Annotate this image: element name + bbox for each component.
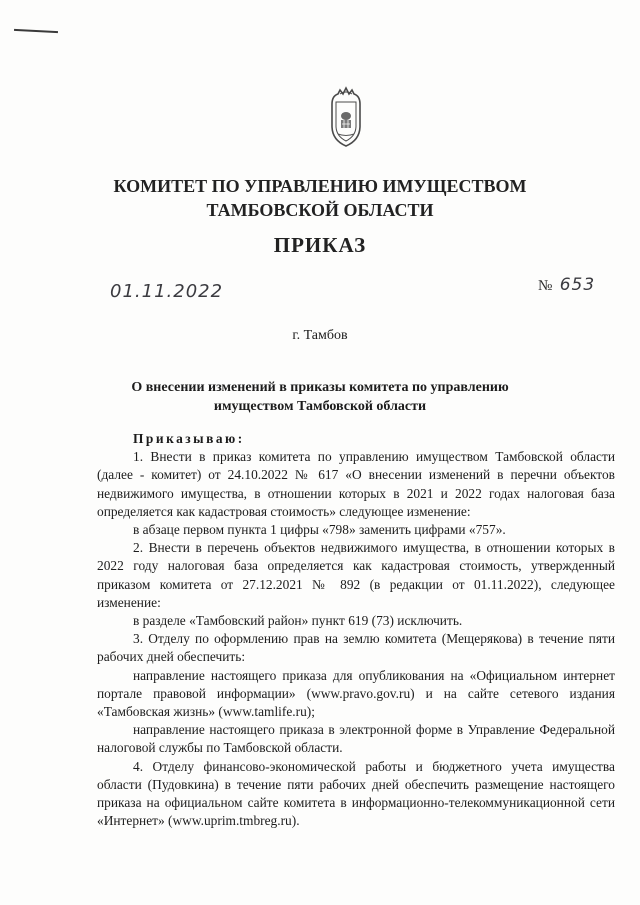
document-number-value: 653 [559,275,596,295]
organization-title-line2: ТАМБОВСКОЙ ОБЛАСТИ [206,200,434,220]
body-paragraph: направление настоящего приказа в электронной форме в Управление Федеральной налоговой службы по Тамбовской области. [97,722,615,756]
city-line: г. Тамбов [292,328,348,343]
document-subject: О внесении изменений в приказы комитета по управлению имуществом Тамбовской области [131,380,509,414]
body-paragraph: в абзаце первом пункта 1 цифры «798» заменить цифрами «757». [133,522,506,538]
document-number [538,274,595,297]
body-paragraph: 3. Отделу по оформлению прав на землю комитета (Мещерякова) в течение пяти рабочих дней обеспечить: [97,631,615,665]
number-sign: № [538,278,554,294]
coat-of-arms-emblem [326,86,366,148]
body-paragraph: 2. Внести в перечень объектов недвижимого имущества, в отношении которых в 2022 году налоговая база определяется как кадастровая стоимость, утвержденный приказом комитета от 27.12.2021 № 892 (в редакции от 01.11.2022), следующее изменение: [97,540,615,610]
order-directive: Приказываю: [133,431,245,446]
organization-title [0,174,640,220]
body-paragraph: 1. Внести в приказ комитета по управлению имуществом Тамбовской области (далее - комитет) от 24.10.2022 № 617 «О внесении изменений в перечни объектов недвижимого имущества, в отношении которых в 2021 и 2022 годах налоговая база определяется как кадастровая стоимость» следующее изменение: [97,449,615,519]
body-paragraph: направление настоящего приказа для опубликования на «Официальном интернет портале правовой информации» (www.pravo.gov.ru) и на сайте сетевого издания «Тамбовская жизнь» (www.tamlife.ru); [97,667,615,720]
body-paragraph: в разделе «Тамбовский район» пункт 619 (73) исключить. [133,613,463,629]
document-type-heading: ПРИКАЗ [273,233,367,257]
organization-title-line1: КОМИТЕТ ПО УПРАВЛЕНИЮ ИМУЩЕСТВОМ [113,176,527,196]
document-body [97,430,615,830]
body-paragraph: 4. Отделу финансово-экономической работы и бюджетного учета имущества области (Пудовкина) в течение пяти рабочих дней обеспечить размещение настоящего приказа на официальном сайте комитета в информационно-телекоммуникационной сети «Интернет» (www.uprim.tmbreg.ru). [97,758,615,829]
scan-mark [14,29,58,33]
document-date: 01.11.2022 [110,281,224,302]
